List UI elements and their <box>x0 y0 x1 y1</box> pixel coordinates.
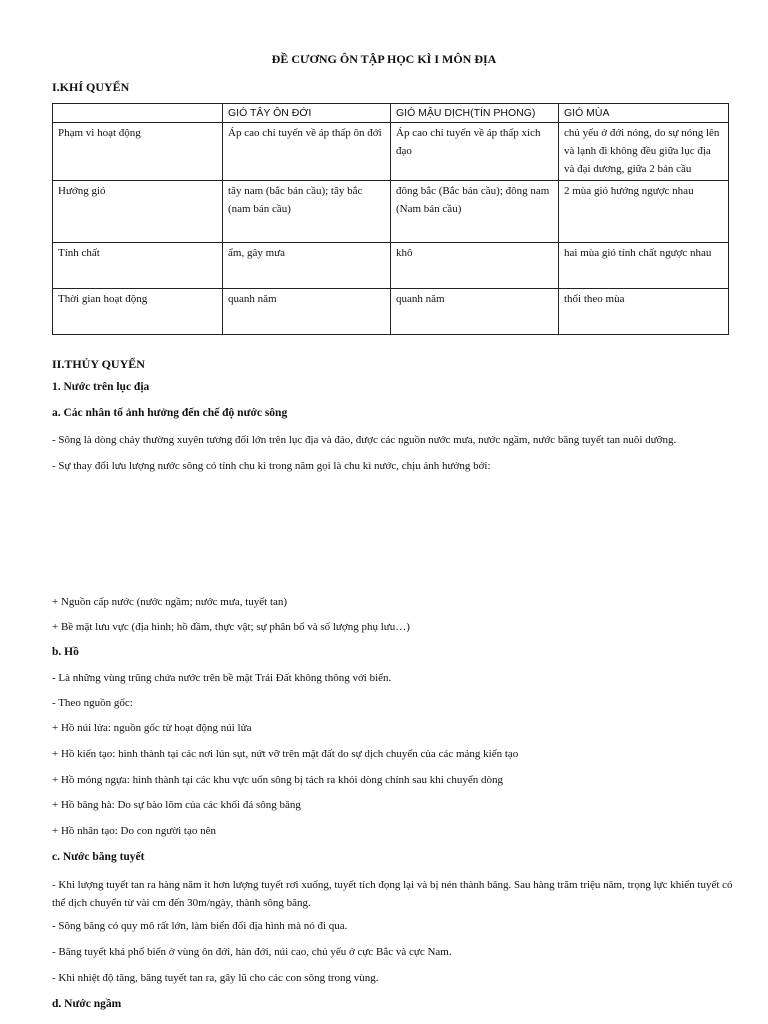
table-cell: quanh năm <box>223 289 391 335</box>
paragraph: - Sông là dòng chảy thường xuyên tương đối lớn trên lục địa và đảo, được các nguồn nước mưa, nước ngầm, nước băng tuyết tan nuôi dưỡng. <box>52 434 677 446</box>
paragraph: - Băng tuyết khá phổ biến ở vùng ôn đới, hàn đới, núi cao, chủ yếu ở cực Bắc và cực Nam. <box>52 946 452 958</box>
table-cell: tây nam (bắc bán cầu); tây bắc (nam bán cầu) <box>223 181 391 243</box>
table-cell: Hướng gió <box>53 181 223 243</box>
table-header-cell <box>53 104 223 123</box>
paragraph: + Hồ nhân tạo: Do con người tạo nên <box>52 825 217 837</box>
table-row <box>53 243 729 289</box>
table-cell: đông bắc (Bắc bán cầu); đông nam (Nam bán cầu) <box>391 181 559 243</box>
page-title: ĐỀ CƯƠNG ÔN TẬP HỌC KÌ I MÔN ĐỊA <box>271 52 497 66</box>
table-header-cell: GIÓ MÙA <box>559 104 729 123</box>
table-cell: Tính chất <box>53 243 223 289</box>
paragraph: + Hồ núi lửa: nguồn gốc từ hoạt động núi lửa <box>52 722 252 734</box>
table-row <box>53 181 729 243</box>
paragraph: - Khi nhiệt độ tăng, băng tuyết tan ra, gây lũ cho các con sông trong vùng. <box>52 972 379 984</box>
table-cell: Áp cao chí tuyến về áp thấp ôn đới <box>223 123 391 181</box>
subsection-title: b. Hồ <box>52 646 79 658</box>
subsection-title: c. Nước băng tuyết <box>52 851 145 863</box>
table-cell: khô <box>391 243 559 289</box>
paragraph: - Theo nguồn gốc: <box>52 697 133 709</box>
paragraph: - Khi lượng tuyết tan ra hàng năm ít hơn lượng tuyết rơi xuống, tuyết tích đọng lại và bị nén thành băng. Sau hàng trăm triệu năm, trọng lực khiến tuyết có thể dịch chuyển từ vài cm đến 30m/ngày, thành sông băng. <box>52 879 733 909</box>
table-cell: Thời gian hoạt động <box>53 289 223 335</box>
table-row <box>53 123 729 181</box>
subsection-title: d. Nước ngầm <box>52 998 122 1010</box>
paragraph: + Hồ băng hà: Do sự bào lõm của các khối đá sông băng <box>52 799 301 811</box>
table-cell: ẩm, gây mưa <box>223 243 391 289</box>
paragraph: + Hồ móng ngựa: hình thành tại các khu vực uốn sông bị tách ra khỏi dòng chính sau khi chuyển dòng <box>52 774 504 786</box>
section-heading-thuy-quyen: II.THỦY QUYỂN <box>52 357 145 371</box>
wind-comparison-table <box>52 103 729 335</box>
table-cell: 2 mùa gió hướng ngược nhau <box>559 181 729 243</box>
subsection-title: 1. Nước trên lục địa <box>52 381 150 393</box>
section-heading-khi-quyen: I.KHÍ QUYỂN <box>52 80 130 94</box>
paragraph: - Sự thay đổi lưu lượng nước sông có tính chu kì trong năm gọi là chu kì nước, chịu ảnh hưởng bởi: <box>52 460 491 472</box>
table-cell: Phạm vi hoạt động <box>53 123 223 181</box>
paragraph: - Là những vùng trũng chứa nước trên bề mặt Trái Đất không thông với biển. <box>52 672 392 684</box>
table-cell: thổi theo mùa <box>559 289 729 335</box>
paragraph: + Bề mặt lưu vực (địa hình; hồ đầm, thực vật; sự phân bố và số lượng phụ lưu…) <box>52 621 410 633</box>
paragraph: + Nguồn cấp nước (nước ngầm; nước mưa, tuyết tan) <box>52 596 288 608</box>
paragraph: - Sông băng có quy mô rất lớn, làm biến đổi địa hình mà nó đi qua. <box>52 920 348 932</box>
table-header-cell: GIÓ TÂY ÔN ĐỚI <box>223 104 391 123</box>
table-cell: hai mùa gió tính chất ngược nhau <box>559 243 729 289</box>
table-cell: Áp cao chí tuyến về áp thấp xích đạo <box>391 123 559 181</box>
subsection-title: a. Các nhân tố ảnh hưởng đến chế độ nước sông <box>52 407 288 419</box>
table-header-cell: GIÓ MẬU DỊCH(TÍN PHONG) <box>391 104 559 123</box>
table-cell: chủ yếu ở đới nóng, do sự nóng lên và lạnh đi không đều giữa lục địa và đại dương, giữa 2 bán cầu <box>559 123 729 181</box>
paragraph: + Hồ kiến tạo: hình thành tại các nơi lún sụt, nứt vỡ trên mặt đất do sự dịch chuyển của các mảng kiến tạo <box>52 748 519 760</box>
table-header-row <box>53 104 729 123</box>
table-row <box>53 289 729 335</box>
table-cell: quanh năm <box>391 289 559 335</box>
